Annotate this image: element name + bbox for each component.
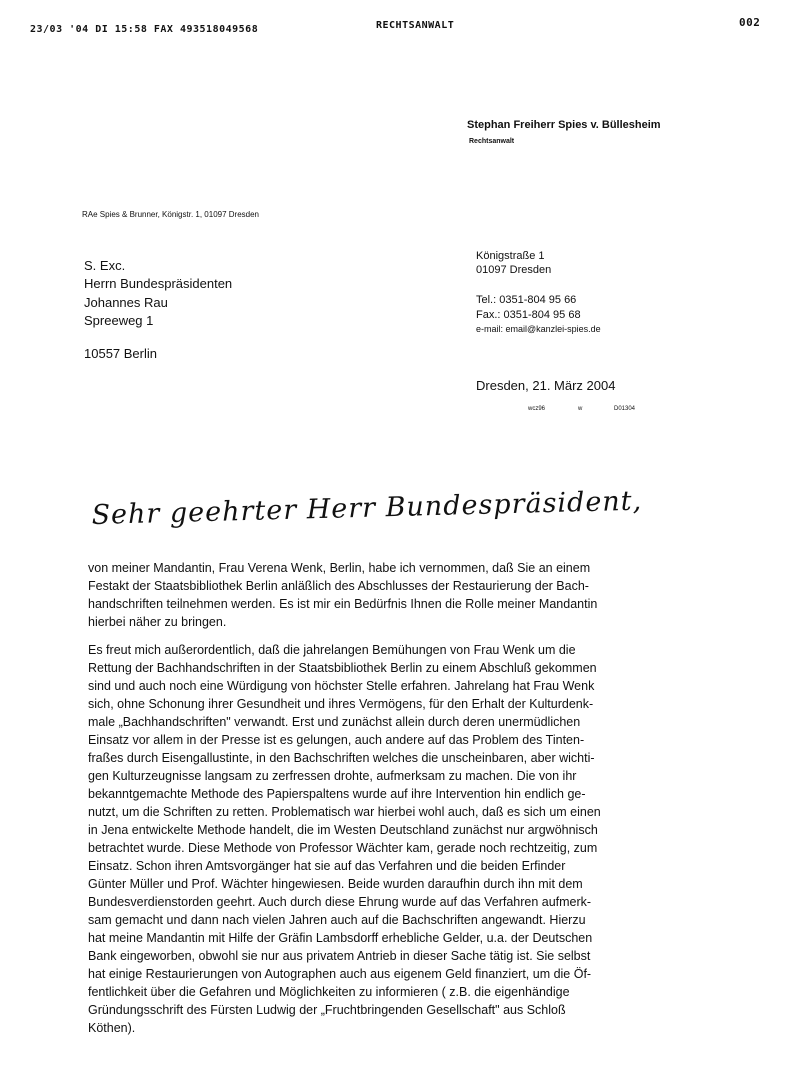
body-line: Festakt der Staatsbibliothek Berlin anläßlich des Abschlusses der Restaurierung der Bach- [88,579,589,593]
body-line: fentlichkeit über die Gefahren und Möglichkeiten zu informieren ( z.B. die eigenhändige [88,985,570,999]
body-line: hat einige Restaurierungen von Autographen auch aus eigenem Geld finanziert, um die Öf- [88,967,592,981]
body-line: sich, ohne Schonung ihrer Gesundheit und ihres Vermögens, für den Erhalt der Kulturdenk- [88,697,594,711]
body-line: Bundesverdienstorden geehrt. Auch durch diese Ehrung wurde auf das Verfahren aufmerk- [88,895,592,909]
body-line: von meiner Mandantin, Frau Verena Wenk, Berlin, habe ich vernommen, daß Sie an einem [88,561,591,575]
body-line: bekanntgemachte Methode des Papierspaltens wurde auf ihre Intervention hin endlich ge- [88,787,586,801]
body-line: Köthen). [88,1021,136,1035]
sender-street: Königstraße 1 [476,250,545,262]
body-line: Gründungsschrift des Fürsten Ludwig der „Fruchtbringenden Gesellschaft" aus Schloß [88,1003,566,1017]
body-line: Günter Müller und Prof. Wächter hingewiesen. Beide wurden daraufhin durch ihn mit dem [88,877,583,891]
sender-phone: Tel.: 0351-804 95 66 [476,294,577,306]
fax-header-line: 23/03 '04 DI 15:58 FAX 493518049568 [30,24,259,35]
body-line: Es freut mich außerordentlich, daß die jahrelangen Bemühungen von Frau Wenk um die [88,643,576,657]
recipient-line: Spreeweg 1 [84,313,154,328]
body-line: in Jena entwickelte Methode handelt, die im Westen Deutschland zunächst nur argwöhnisch [88,823,598,837]
reference-code: D01304 [614,406,636,412]
sender-fax: Fax.: 0351-804 95 68 [476,309,581,321]
fax-sender-label: RECHTSANWALT [376,20,455,31]
body-line: sind und auch noch eine Würdigung von höchster Stelle erfahren. Jahrelang hat Frau Wenk [88,679,595,693]
body-line: Bank eingeworben, obwohl sie nur aus privatem Antrieb in dieser Sache tätig ist. Sie selbst [88,949,591,963]
sender-city: 01097 Dresden [476,264,552,276]
body-line: nutzt, um die Schriften zu retten. Problematisch war hierbei wohl auch, daß es sich um einen [88,805,601,819]
body-line: male „Bachhandschriften" verwandt. Erst und zunächst allein durch deren unermüdlichen [88,715,581,729]
body-paragraph-1 [88,559,712,631]
body-line: Rettung der Bachhandschriften in der Staatsbibliothek Berlin zu einem Abschluß gekommen [88,661,597,675]
body-line: handschriften teilnehmen werden. Es ist mir ein Bedürfnis Ihnen die Rolle meiner Mandantin [88,597,598,611]
body-line: Einsatz vor allem in der Presse ist es gelungen, auch andere auf das Problem des Tinten- [88,733,585,747]
body-line: hat meine Mandantin mit Hilfe der Gräfin Lambsdorff erhebliche Gelder, u.a. der Deutschen [88,931,593,945]
body-line: sam gemacht und dann nach vielen Jahren auch auf die Bachschriften angewandt. Hierzu [88,913,586,927]
return-address: RAe Spies & Brunner, Königstr. 1, 01097 Dresden [82,210,259,219]
reference-code: wcz96 [528,406,546,412]
letterhead-name: Stephan Freiherr Spies v. Büllesheim [467,119,661,131]
recipient-line: S. Exc. [84,258,126,273]
reference-code: w [578,406,583,412]
body-line: fraßes durch Eisengallustinte, in den Bachschriften welches die unscheinbaren, aber wichti- [88,751,595,765]
letterhead-title: Rechtsanwalt [469,138,515,145]
recipient-line: 10557 Berlin [84,346,157,361]
body-line: hierbei näher zu bringen. [88,615,227,629]
fax-page-number: 002 [739,16,761,29]
body-line: Einsatz. Schon ihren Amtsvorgänger hat sie auf das Verfahren und die beiden Erfinder [88,859,566,873]
sender-email: e-mail: email@kanzlei-spies.de [476,324,601,334]
body-line: betrachtet wurde. Diese Methode von Professor Wächter kam, gerade noch rechtzeitig, zum [88,841,598,855]
letter-date: Dresden, 21. März 2004 [476,378,616,393]
body-paragraph-2 [88,641,712,1037]
body-line: gen Kulturzeugnisse langsam zu zerfressen drohte, aufmerksam zu machen. Die von ihr [88,769,577,783]
recipient-line: Johannes Rau [84,295,168,310]
handwritten-salutation: Sehr geehrter Herr Bundespräsident, [91,485,643,531]
recipient-line: Herrn Bundespräsidenten [84,276,233,291]
